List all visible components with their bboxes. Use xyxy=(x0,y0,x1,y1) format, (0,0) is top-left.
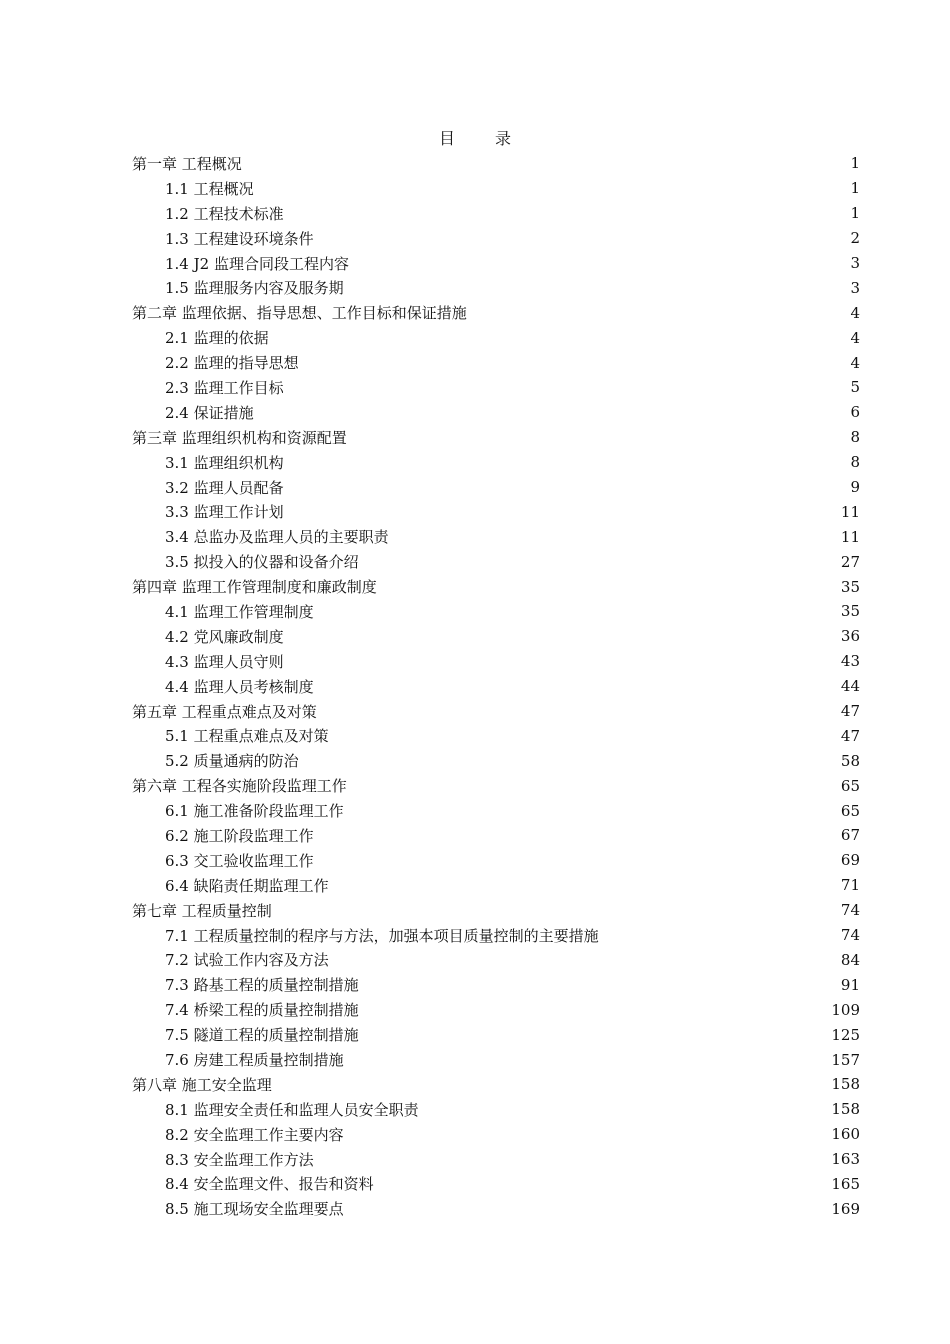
toc-entry-page-number: 8 xyxy=(850,428,860,447)
toc-entry-label: 7.3 路基工程的质量控制措施 xyxy=(165,976,359,995)
toc-entry-page-number: 160 xyxy=(831,1125,860,1144)
toc-entry-label: 6.2 施工阶段监理工作 xyxy=(165,826,314,845)
toc-entry-label: 第八章 施工安全监理 xyxy=(132,1075,272,1094)
toc-section-entry[interactable] xyxy=(132,599,860,624)
toc-entry-label: 8.1 监理安全责任和监理人员安全职责 xyxy=(165,1100,419,1119)
toc-entry-label: 4.3 监理人员守则 xyxy=(165,652,284,671)
toc-chapter-entry[interactable] xyxy=(132,773,860,798)
toc-entry-label: 1.4 J2 监理合同段工程内容 xyxy=(165,254,349,273)
toc-entry-label: 第四章 监理工作管理制度和廉政制度 xyxy=(132,578,377,597)
toc-entry-page-number: 35 xyxy=(840,577,860,596)
toc-section-entry[interactable] xyxy=(132,1147,860,1172)
toc-entry-label: 8.3 安全监理工作方法 xyxy=(165,1150,314,1169)
toc-entry-label: 1.5 监理服务内容及服务期 xyxy=(165,279,344,298)
toc-entry-label: 第二章 监理依据、指导思想、工作目标和保证措施 xyxy=(132,304,467,323)
toc-entry-page-number: 11 xyxy=(840,527,860,546)
toc-entry-page-number: 67 xyxy=(840,826,860,845)
toc-entry-page-number: 43 xyxy=(840,652,860,671)
toc-entry-page-number: 35 xyxy=(840,602,860,621)
toc-list xyxy=(132,151,860,1221)
toc-chapter-entry[interactable] xyxy=(132,1072,860,1097)
toc-entry-label: 8.4 安全监理文件、报告和资料 xyxy=(165,1175,374,1194)
toc-section-entry[interactable] xyxy=(132,848,860,873)
toc-entry-label: 7.5 隧道工程的质量控制措施 xyxy=(165,1026,359,1045)
toc-entry-label: 1.3 工程建设环境条件 xyxy=(165,229,314,248)
toc-entry-label: 5.1 工程重点难点及对策 xyxy=(165,727,329,746)
toc-entry-page-number: 165 xyxy=(831,1174,860,1193)
toc-entry-label: 6.3 交工验收监理工作 xyxy=(165,851,314,870)
toc-entry-page-number: 1 xyxy=(850,204,860,223)
toc-entry-label: 2.1 监理的依据 xyxy=(165,329,269,348)
toc-entry-page-number: 1 xyxy=(850,179,860,198)
toc-entry-label: 2.3 监理工作目标 xyxy=(165,378,284,397)
toc-section-entry[interactable] xyxy=(132,1097,860,1122)
toc-section-entry[interactable] xyxy=(132,475,860,500)
toc-entry-page-number: 157 xyxy=(831,1050,860,1069)
toc-entry-label: 3.4 总监办及监理人员的主要职责 xyxy=(165,528,389,547)
toc-entry-page-number: 3 xyxy=(850,254,860,272)
toc-entry-label: 7.2 试验工作内容及方法 xyxy=(165,951,329,970)
toc-entry-label: 6.1 施工准备阶段监理工作 xyxy=(165,802,344,821)
toc-section-entry[interactable] xyxy=(132,624,860,649)
toc-entry-page-number: 158 xyxy=(831,1100,860,1119)
toc-entry-page-number: 91 xyxy=(840,975,860,994)
toc-entry-label: 第六章 工程各实施阶段监理工作 xyxy=(132,777,347,796)
toc-section-entry[interactable] xyxy=(132,400,860,425)
toc-entry-label: 7.6 房建工程质量控制措施 xyxy=(165,1051,344,1069)
toc-entry-page-number: 4 xyxy=(850,303,860,322)
toc-entry-page-number: 9 xyxy=(850,478,860,497)
toc-entry-page-number: 11 xyxy=(840,502,860,521)
toc-section-entry[interactable] xyxy=(132,1172,860,1197)
toc-section-entry[interactable] xyxy=(132,549,860,574)
toc-entry-page-number: 47 xyxy=(840,726,860,745)
toc-entry-page-number: 84 xyxy=(840,950,860,969)
toc-entry-page-number: 4 xyxy=(850,353,860,372)
toc-section-entry[interactable] xyxy=(132,649,860,674)
toc-entry-label: 3.5 拟投入的仪器和设备介绍 xyxy=(165,553,359,572)
toc-entry-label: 3.3 监理工作计划 xyxy=(165,503,284,522)
toc-section-entry[interactable] xyxy=(132,798,860,823)
toc-entry-label: 1.1 工程概况 xyxy=(165,179,254,198)
toc-entry-label: 6.4 缺陷责任期监理工作 xyxy=(165,876,329,895)
toc-chapter-entry[interactable] xyxy=(132,699,860,724)
toc-entry-page-number: 27 xyxy=(840,552,860,571)
toc-entry-label: 8.5 施工现场安全监理要点 xyxy=(165,1200,344,1219)
toc-entry-page-number: 74 xyxy=(840,901,860,920)
toc-section-entry[interactable] xyxy=(132,176,860,201)
toc-section-entry[interactable] xyxy=(132,1047,860,1072)
toc-entry-page-number: 58 xyxy=(840,751,860,770)
toc-entry-label: 2.4 保证措施 xyxy=(165,403,254,422)
toc-section-entry[interactable] xyxy=(132,748,860,773)
toc-title: 目 录 xyxy=(438,129,523,148)
toc-entry-label: 2.2 监理的指导思想 xyxy=(165,354,299,373)
toc-entry-page-number: 2 xyxy=(850,229,860,248)
toc-entry-page-number: 6 xyxy=(850,403,860,422)
toc-chapter-entry[interactable] xyxy=(132,574,860,599)
toc-entry-page-number: 5 xyxy=(850,378,860,397)
toc-chapter-entry[interactable] xyxy=(132,425,860,450)
toc-entry-label: 1.2 工程技术标准 xyxy=(165,204,284,223)
toc-section-entry[interactable] xyxy=(132,923,860,948)
toc-section-entry[interactable] xyxy=(132,201,860,226)
toc-chapter-entry[interactable] xyxy=(132,151,860,176)
toc-section-entry[interactable] xyxy=(132,524,860,549)
toc-entry-label: 8.2 安全监理工作主要内容 xyxy=(165,1125,344,1144)
toc-entry-label: 3.1 监理组织机构 xyxy=(165,453,284,472)
toc-entry-label: 第五章 工程重点难点及对策 xyxy=(132,702,317,721)
toc-entry-page-number: 163 xyxy=(831,1150,860,1169)
toc-entry-page-number: 169 xyxy=(831,1199,860,1218)
toc-entry-label: 7.1 工程质量控制的程序与方法，加强本项目质量控制的主要措施 xyxy=(165,926,599,945)
toc-section-entry[interactable] xyxy=(132,873,860,898)
toc-entry-label: 第七章 工程质量控制 xyxy=(132,901,272,920)
toc-entry-page-number: 47 xyxy=(840,702,860,721)
toc-section-entry[interactable] xyxy=(132,674,860,699)
toc-section-entry[interactable] xyxy=(132,450,860,475)
toc-section-entry[interactable] xyxy=(132,823,860,848)
toc-entry-label: 3.2 监理人员配备 xyxy=(165,478,284,497)
toc-entry-label: 5.2 质量通病的防治 xyxy=(165,752,299,771)
toc-chapter-entry[interactable] xyxy=(132,898,860,923)
toc-section-entry[interactable] xyxy=(132,1196,860,1221)
toc-section-entry[interactable] xyxy=(132,375,860,400)
toc-section-entry[interactable] xyxy=(132,251,860,276)
toc-section-entry[interactable] xyxy=(132,997,860,1022)
toc-entry-page-number: 65 xyxy=(840,801,860,820)
toc-entry-page-number: 69 xyxy=(840,851,860,870)
toc-section-entry[interactable] xyxy=(132,275,860,300)
toc-entry-page-number: 71 xyxy=(840,876,860,895)
toc-entry-label: 7.4 桥梁工程的质量控制措施 xyxy=(165,1001,359,1020)
toc-entry-label: 4.2 党风廉政制度 xyxy=(165,627,284,646)
toc-section-entry[interactable] xyxy=(132,948,860,973)
toc-entry-page-number: 74 xyxy=(840,926,860,945)
toc-chapter-entry[interactable] xyxy=(132,300,860,325)
toc-section-entry[interactable] xyxy=(132,325,860,350)
toc-entry-page-number: 1 xyxy=(850,154,860,173)
toc-entry-page-number: 158 xyxy=(831,1075,860,1094)
toc-entry-label: 第一章 工程概况 xyxy=(132,154,242,173)
toc-entry-page-number: 36 xyxy=(840,627,860,646)
toc-entry-page-number: 125 xyxy=(831,1025,860,1044)
toc-section-entry[interactable] xyxy=(132,1022,860,1047)
toc-section-entry[interactable] xyxy=(132,226,860,251)
toc-entry-page-number: 3 xyxy=(850,278,860,297)
toc-entry-page-number: 65 xyxy=(840,776,860,795)
toc-entry-page-number: 44 xyxy=(840,677,860,696)
toc-entry-label: 第三章 监理组织机构和资源配置 xyxy=(132,428,347,447)
toc-section-entry[interactable] xyxy=(132,723,860,748)
toc-section-entry[interactable] xyxy=(132,499,860,524)
toc-entry-page-number: 4 xyxy=(850,328,860,347)
toc-entry-page-number: 8 xyxy=(850,453,860,472)
toc-section-entry[interactable] xyxy=(132,972,860,997)
toc-section-entry[interactable] xyxy=(132,350,860,375)
toc-entry-label: 4.1 监理工作管理制度 xyxy=(165,602,314,621)
toc-section-entry[interactable] xyxy=(132,1122,860,1147)
toc-entry-page-number: 109 xyxy=(831,1000,860,1019)
toc-entry-label: 4.4 监理人员考核制度 xyxy=(165,677,314,696)
